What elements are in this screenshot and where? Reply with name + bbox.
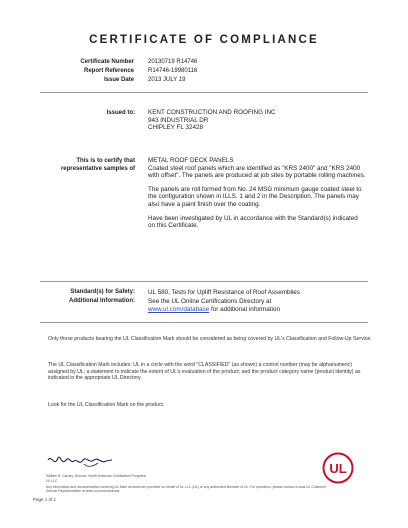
page-number: Page 1 of 1 (33, 497, 57, 502)
issued-to-block (148, 109, 366, 132)
header-divider (40, 92, 368, 93)
mid-divider (40, 281, 368, 282)
additional-info-line1: See the UL Online Certifications Directory at (148, 298, 272, 305)
ul-logo-text: UL (329, 461, 347, 476)
standards-label: Standard(s) for Safety: (70, 289, 135, 295)
report-reference: R14746-19980116 (148, 68, 198, 74)
certificate-number-label: Certificate Number (80, 59, 134, 65)
signatory-title: William R. Carney, Director, North American Certification Programs (46, 474, 147, 478)
certify-label-line1: This is to certify that (76, 158, 135, 164)
issued-to-label: Issued to: (106, 110, 135, 116)
footer-paragraph-2: The UL Classification Mark includes: UL in a circle with the word "CLASSIFIED" (as shown) a control number (may be alphanumeric) assigned by UL; a statement to indicate the extent of UL's evaluation of the product; and the product category name (product identity) as indicated in the appropriate UL Directory. (48, 362, 361, 382)
certificate-number: 20130719 R14746 (148, 59, 198, 65)
issued-to-name: KENT CONSTRUCTION AND ROOFING INC (148, 109, 276, 116)
issued-to-address2: CHIPLEY FL 32428 (148, 124, 203, 132)
certify-label-line2: representative samples of (60, 165, 135, 172)
product-description-3: Have been investigated by UL in accordance with the Standard(s) indicated on this Certificate. (148, 214, 358, 230)
footer-paragraph-1: Only those products bearing the UL Classification Mark should be considered as being covered by UL's Classification and Follow-Up Service. (48, 336, 372, 342)
database-link[interactable]: www.ul.com/database (148, 305, 210, 313)
certify-label (40, 158, 135, 173)
certificate-title: CERTIFICATE OF COMPLIANCE (89, 34, 319, 46)
additional-info-label: Additional Information: (69, 298, 135, 304)
standards-value: UL 580, Tests for Uplift Resistance of Roof Assemblies (148, 289, 300, 296)
additional-info-line2 (148, 306, 366, 314)
lower-divider (40, 322, 368, 323)
signature-graphic (46, 452, 116, 472)
additional-info-block (148, 298, 366, 313)
signatory-org: UL LLC (46, 479, 58, 483)
ul-logo (322, 452, 354, 484)
footer-paragraph-3: Look for the UL Classification Mark on the product. (48, 402, 165, 408)
product-description-1: Coated steel roof panels which are identified as "KRS 2400" and "KRS 2400 with offset". The panels are produced at job sites by portable rolling machines. (148, 164, 366, 180)
issued-to-address1: 943 INDUSTRIAL DR (148, 116, 209, 124)
product-description-2: The panels are roll formed from No. 24 MSG minimum gauge coated steel to the configuration shown in ILLS. 1 and 2 in the Description. The panels may also have a paint finish over the coating. (148, 185, 362, 208)
report-reference-label: Report Reference (83, 68, 134, 74)
issue-date: 2013 JULY 19 (148, 77, 186, 83)
fine-print: Any information and documentation involving UL Mark services are provided on behalf of UL LLC (UL) or any authorized licensee of UL. For questions, please contact a local UL Customer Service Representative at www.ul.com/contactus (46, 485, 327, 494)
issue-date-label: Issue Date (103, 77, 134, 83)
certify-block (148, 157, 366, 236)
product-heading: METAL ROOF DECK PANELS (148, 157, 234, 164)
additional-info-suffix: for additional information (209, 305, 280, 313)
